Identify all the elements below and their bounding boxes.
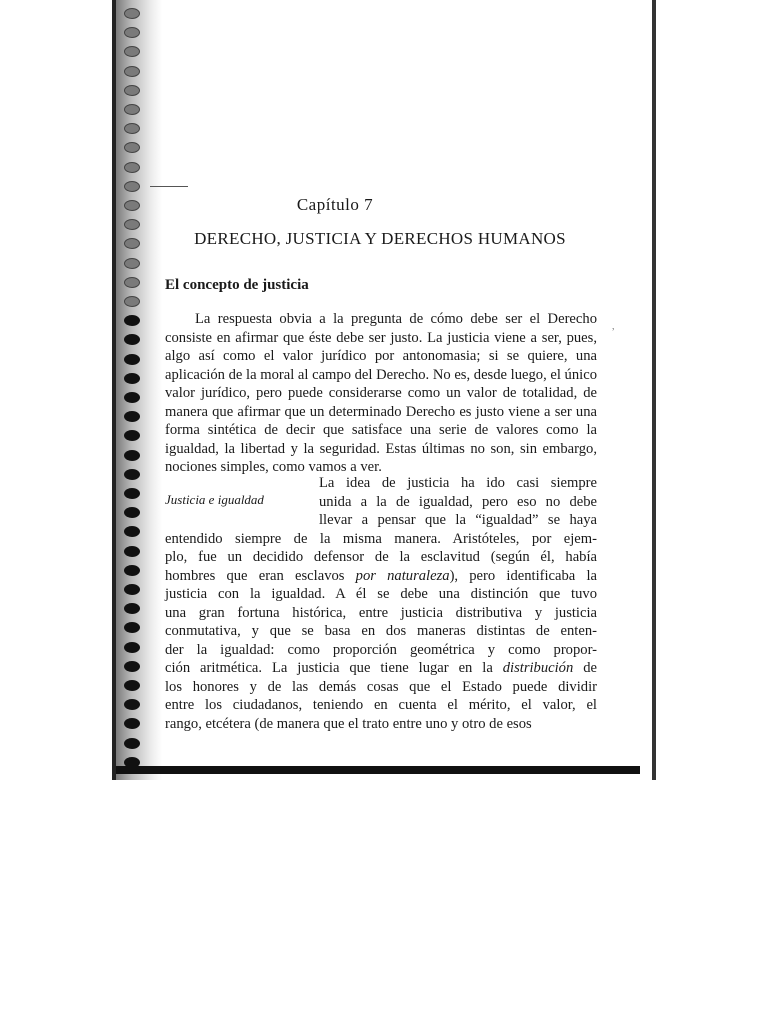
binding-ring xyxy=(124,354,140,365)
binding-ring xyxy=(124,85,140,96)
binding-ring xyxy=(124,66,140,77)
binding-ring xyxy=(124,430,140,441)
binding-ring xyxy=(124,334,140,345)
binding-ring xyxy=(124,718,140,729)
binding-ring xyxy=(124,27,140,38)
binding-ring xyxy=(124,680,140,691)
binding-ring xyxy=(124,104,140,115)
binding-ring xyxy=(124,277,140,288)
paragraph-2-line: una gran fortuna histórica, entre justicia distributiva y justicia xyxy=(165,604,597,621)
emphasis-run: distribución xyxy=(502,660,574,676)
paragraph-2-line: unida a la de igualdad, pero eso no debe xyxy=(319,493,597,510)
binding-ring xyxy=(124,8,140,19)
paragraph-2-line: los honores y de las demás cosas que el Estado puede dividir xyxy=(165,678,597,695)
page-right-edge xyxy=(652,0,656,780)
binding-ring xyxy=(124,162,140,173)
paragraph-1-text: La respuesta obvia a la pregunta de cómo debe ser el Derecho consiste en afirmar que éste debe ser justo. La justicia viene a ser, pues, algo así como el valor jurídico por antonomasia; si se quiere, una aplicación de la moral al campo del Derecho. No es, desde luego, el único valor jurídico, pero puede considerarse como un valor de totalidad, de manera que afirmar que un determinado Derecho es justo viene a ser una forma sintética de decir que satisface una serie de valores como la igualdad, la libertad y la seguridad. Estas últimas no son, sin embargo, nociones simples, como vamos a ver. xyxy=(165,311,597,475)
binding-ring xyxy=(124,661,140,672)
binding-ring xyxy=(124,450,140,461)
binding-ring xyxy=(124,373,140,384)
binding-ring xyxy=(124,296,140,307)
binding-ring xyxy=(124,200,140,211)
binding-ring xyxy=(124,411,140,422)
binding-ring xyxy=(124,392,140,403)
binding-ring xyxy=(124,584,140,595)
binding-ring xyxy=(124,46,140,57)
binding-ring xyxy=(124,546,140,557)
binding-ring xyxy=(124,507,140,518)
text-run: ), pero identificaba la xyxy=(449,567,597,584)
binding-ring xyxy=(124,526,140,537)
margin-note: Justicia e igualdad xyxy=(165,492,264,507)
margin-tick-mark xyxy=(150,186,188,187)
binding-ring xyxy=(124,238,140,249)
paragraph-2 xyxy=(165,474,597,733)
binding-ring xyxy=(124,488,140,499)
page-bottom-edge xyxy=(116,766,640,774)
binding-ring xyxy=(124,123,140,134)
spiral-binding xyxy=(114,0,144,780)
paragraph-2-line xyxy=(165,567,597,586)
paragraph-2-line: La idea de justicia ha ido casi siempre xyxy=(319,475,597,491)
paragraph-2-line: entendido siempre de la misma manera. Aristóteles, por ejem- xyxy=(165,530,597,547)
binding-ring xyxy=(124,469,140,480)
chapter-title: DERECHO, JUSTICIA Y DERECHOS HUMANOS xyxy=(194,229,566,248)
paragraph-1 xyxy=(165,310,597,477)
binding-ring xyxy=(124,642,140,653)
binding-ring xyxy=(124,699,140,710)
emphasis-run: por naturaleza xyxy=(355,567,450,584)
text-run: de xyxy=(573,660,597,676)
paragraph-2-line: conmutativa, y que se basa en dos maneras distintas de enten- xyxy=(165,623,597,639)
section-heading: El concepto de justicia xyxy=(165,277,309,293)
binding-ring xyxy=(124,219,140,230)
binding-ring xyxy=(124,181,140,192)
text-run: ción aritmética. La justicia que tiene lugar en la xyxy=(165,660,503,676)
binding-ring xyxy=(124,315,140,326)
paragraph-2-line: entre los ciudadanos, teniendo en cuenta el mérito, el valor, el xyxy=(165,697,597,713)
stray-mark: , xyxy=(612,321,615,332)
binding-ring xyxy=(124,565,140,576)
text-run: hombres que eran esclavos xyxy=(165,567,356,584)
binding-ring xyxy=(124,258,140,269)
paragraph-2-line: justicia con la igualdad. A él se debe una distinción que tuvo xyxy=(165,586,597,602)
paragraph-2-line xyxy=(165,659,597,678)
binding-ring xyxy=(124,622,140,633)
paragraph-2-line: plo, fue un decidido defensor de la esclavitud (según él, había xyxy=(165,549,597,565)
paragraph-2-line: der la igualdad: como proporción geométrica y como propor- xyxy=(165,641,597,658)
paragraph-2-line: rango, etcétera (de manera que el trato entre uno y otro de esos xyxy=(165,715,532,732)
binding-ring xyxy=(124,603,140,614)
binding-ring xyxy=(124,142,140,153)
paragraph-2-line: llevar a pensar que la “igualdad” se haya xyxy=(319,512,597,528)
chapter-label: Capítulo 7 xyxy=(296,195,374,214)
binding-ring xyxy=(124,738,140,749)
